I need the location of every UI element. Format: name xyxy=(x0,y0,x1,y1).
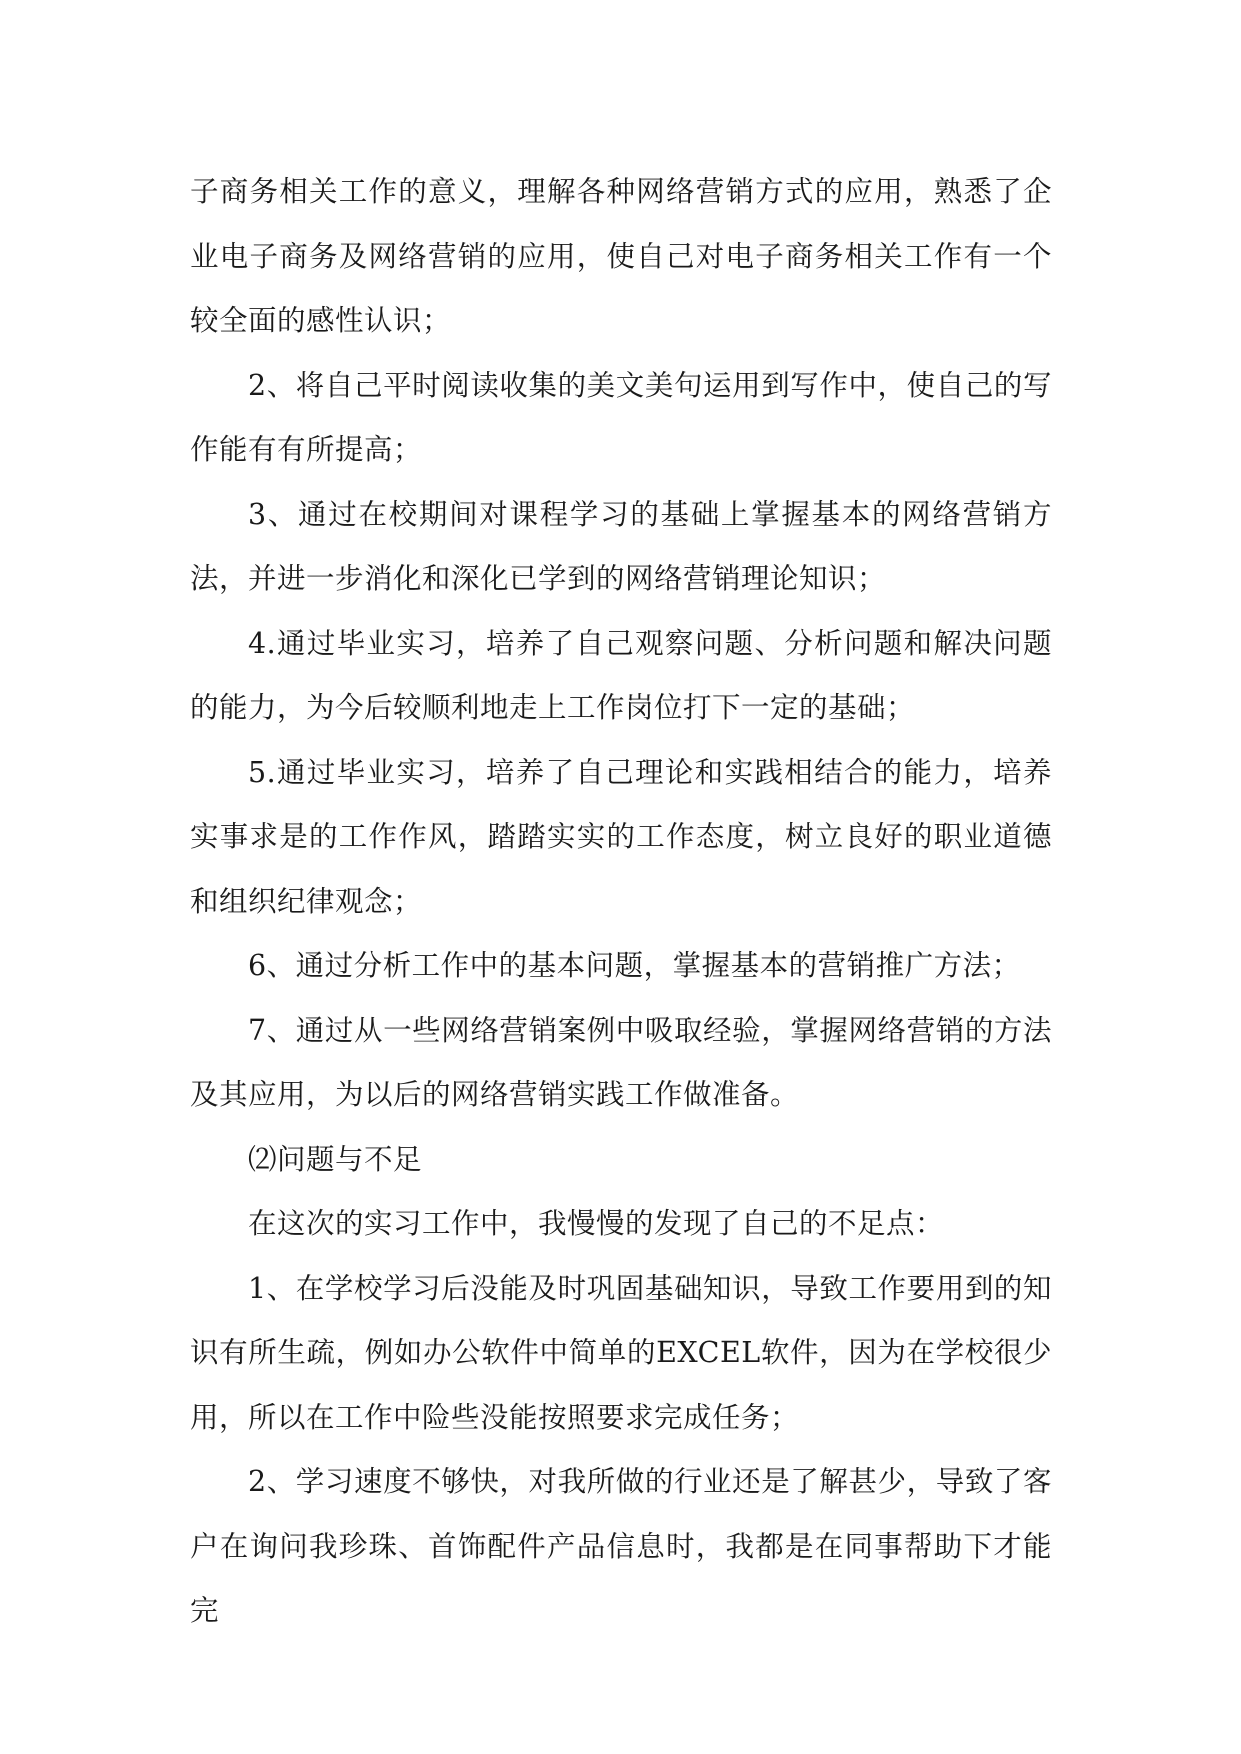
paragraph: 4.通过毕业实习，培养了自己观察问题、分析问题和解决问题的能力，为今后较顺利地走上工作岗位打下一定的基础； xyxy=(190,626,1052,724)
document-page xyxy=(190,160,1052,1644)
paragraph: 1、在学校学习后没能及时巩固基础知识，导致工作要用到的知识有所生疏，例如办公软件中简单的EXCEL软件，因为在学校很少用，所以在工作中险些没能按照要求完成任务； xyxy=(190,1271,1052,1434)
paragraph: 子商务相关工作的意义，理解各种网络营销方式的应用，熟悉了企业电子商务及网络营销的应用，使自己对电子商务相关工作有一个较全面的感性认识； xyxy=(190,175,1052,337)
paragraph: 3、通过在校期间对课程学习的基础上掌握基本的网络营销方法，并进一步消化和深化已学到的网络营销理论知识； xyxy=(190,497,1052,595)
paragraph: 6、通过分析工作中的基本问题，掌握基本的营销推广方法； xyxy=(248,949,1021,982)
paragraph: 5.通过毕业实习，培养了自己理论和实践相结合的能力，培养实事求是的工作作风，踏踏实实的工作态度，树立良好的职业道德和组织纪律观念； xyxy=(190,755,1052,918)
paragraph: 7、通过从一些网络营销案例中吸取经验，掌握网络营销的方法及其应用，为以后的网络营销实践工作做准备。 xyxy=(190,1013,1052,1111)
paragraph: 2、将自己平时阅读收集的美文美句运用到写作中，使自己的写作能有有所提高； xyxy=(190,368,1052,466)
paragraph: 2、学习速度不够快，对我所做的行业还是了解甚少，导致了客户在询问我珍珠、首饰配件产品信息时，我都是在同事帮助下才能完 xyxy=(190,1465,1052,1627)
paragraph: 在这次的实习工作中，我慢慢的发现了自己的不足点： xyxy=(248,1207,945,1240)
section-heading: ⑵问题与不足 xyxy=(248,1142,423,1176)
